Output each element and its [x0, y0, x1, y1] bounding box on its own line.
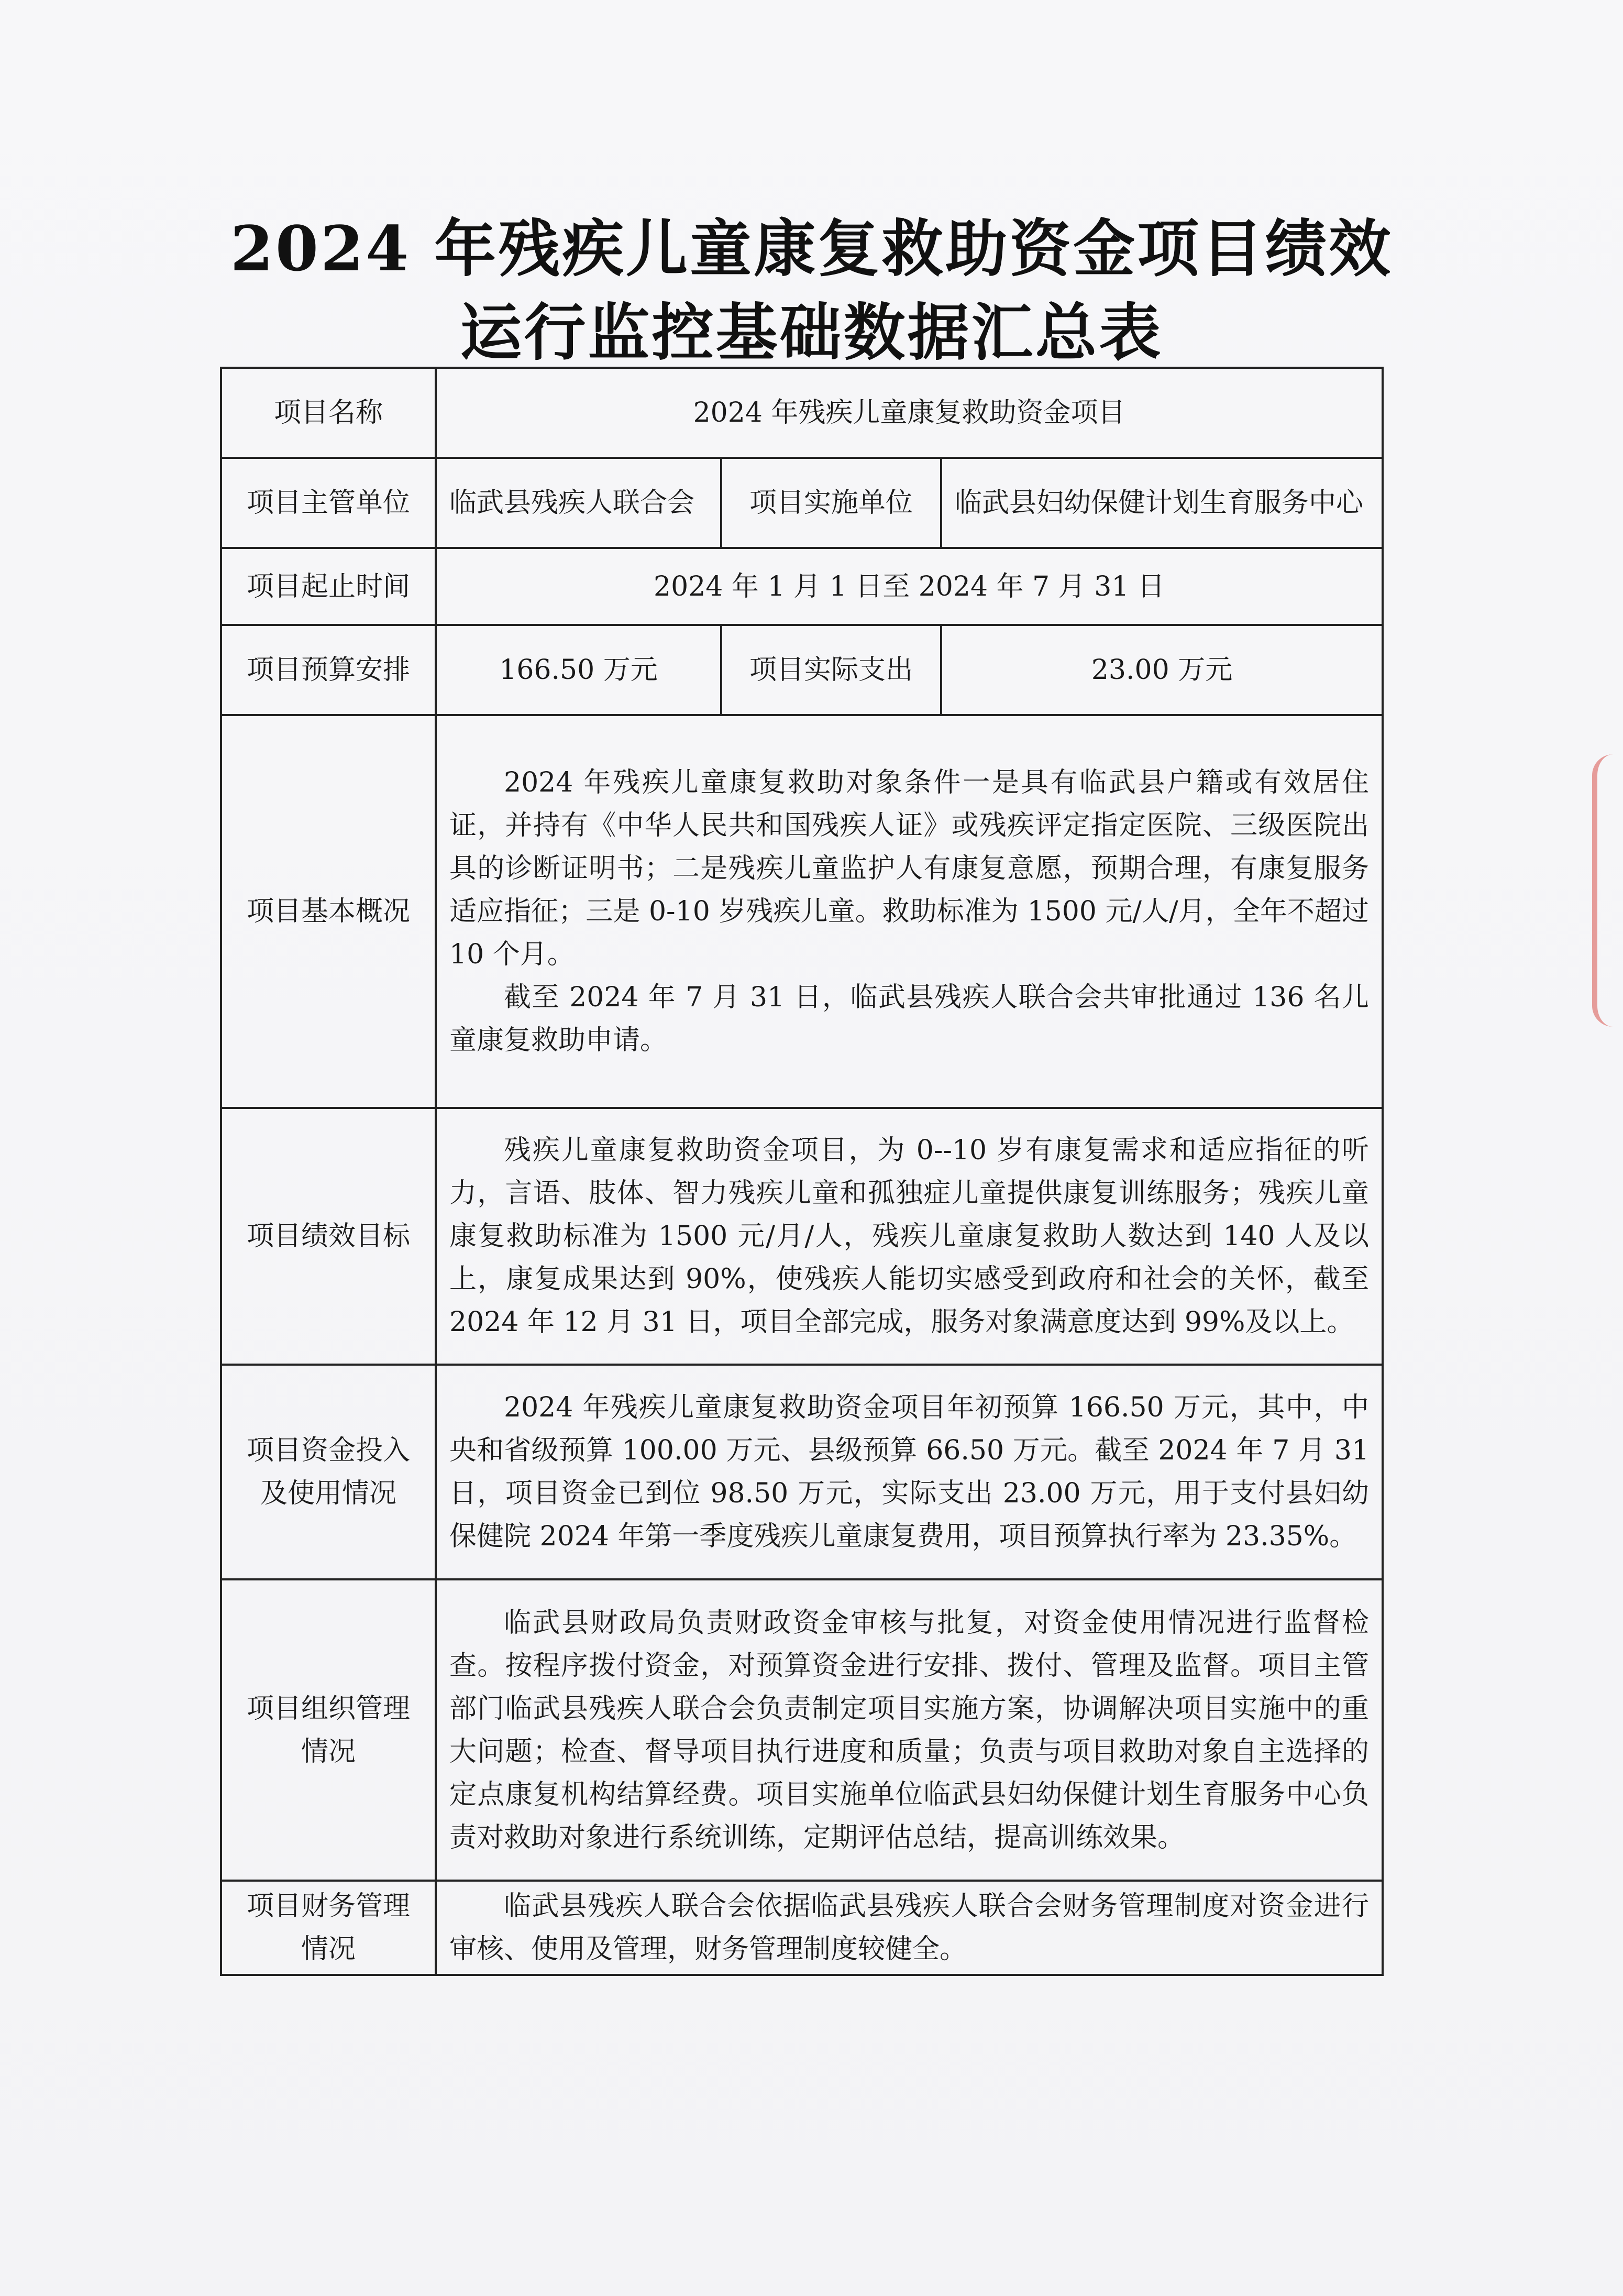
finance-label: 项目财务管理情况: [221, 1881, 436, 1975]
row-finance: [221, 1881, 1383, 1975]
funding-label: 项目资金投入及使用情况: [221, 1365, 436, 1579]
row-budget: [221, 625, 1383, 715]
supervisor-label: 项目主管单位: [221, 458, 436, 548]
document-title-line-2: 运行监控基础数据汇总表: [460, 296, 1163, 369]
finance-content: [436, 1881, 1383, 1975]
implementer-label: 项目实施单位: [721, 458, 941, 548]
goals-label: 项目绩效目标: [221, 1108, 436, 1365]
organization-paragraph: 临武县财政局负责财政资金审核与批复，对资金使用情况进行监督检查。按程序拨付资金，对预算资金进行安排、拨付、管理及监督。项目主管部门临武县残疾人联合会负责制定项目实施方案，协调解决项目实施中的重大问题；检查、督导项目执行进度和质量；负责与项目救助对象自主选择的定点康复机构结算经费。项目实施单位临武县妇幼保健计划生育服务中心负责对救助对象进行系统训练，定期评估总结，提高训练效果。: [449, 1607, 1370, 1853]
row-units: [221, 458, 1383, 548]
actual-spend-label: 项目实际支出: [721, 625, 941, 715]
supervisor-value: 临武县残疾人联合会: [436, 458, 721, 548]
goals-paragraph: 残疾儿童康复救助资金项目，为 0--10 岁有康复需求和适应指征的听力，言语、肢体、智力残疾儿童和孤独症儿童提供康复训练服务；残疾儿童康复救助标准为 1500 元/月/人，残疾儿童康复救助人数达到 140 人及以上，康复成果达到 90%，使残疾人能切实感受到政府和社会的关怀，截至 2024 年 12 月 31 日，项目全部完成，服务对象满意度达到 99%及以上。: [449, 1135, 1370, 1338]
period-label: 项目起止时间: [221, 548, 436, 625]
row-goals: [221, 1108, 1383, 1365]
organization-content: [436, 1579, 1383, 1881]
overview-label: 项目基本概况: [221, 715, 436, 1108]
seal-stamp-edge: [1592, 754, 1621, 1027]
overview-paragraph: 截至 2024 年 7 月 31 日，临武县残疾人联合会共审批通过 136 名儿童康复救助申请。: [449, 982, 1370, 1056]
project-name-label: 项目名称: [221, 368, 436, 458]
overview-paragraph: 2024 年残疾儿童康复救助对象条件一是具有临武县户籍或有效居住证，并持有《中华人民共和国残疾人证》或残疾评定指定医院、三级医院出具的诊断证明书；二是残疾儿童监护人有康复意愿，预期合理，有康复服务适应指征；三是 0-10 岁残疾儿童。救助标准为 1500 元/人/月，全年不超过 10 个月。: [449, 767, 1370, 970]
row-overview: [221, 715, 1383, 1108]
summary-table: [220, 367, 1384, 1976]
row-funding: [221, 1365, 1383, 1579]
budget-label: 项目预算安排: [221, 625, 436, 715]
row-period: [221, 548, 1383, 625]
project-name-value: 2024 年残疾儿童康复救助资金项目: [436, 368, 1383, 458]
row-project-name: [221, 368, 1383, 458]
organization-label: 项目组织管理情况: [221, 1579, 436, 1881]
funding-paragraph: 2024 年残疾儿童康复救助资金项目年初预算 166.50 万元，其中，中央和省级预算 100.00 万元、县级预算 66.50 万元。截至 2024 年 7 月 31 日，项目资金已到位 98.50 万元，实际支出 23.00 万元，用于支付县妇幼保健院 2024 年第一季度残疾儿童康复费用，项目预算执行率为 23.35%。: [449, 1392, 1370, 1552]
funding-content: [436, 1365, 1383, 1579]
period-value: 2024 年 1 月 1 日至 2024 年 7 月 31 日: [436, 548, 1383, 625]
actual-spend-value: 23.00 万元: [941, 625, 1383, 715]
document-title-line-1: 2024 年残疾儿童康复救助资金项目绩效: [230, 212, 1393, 285]
budget-value: 166.50 万元: [436, 625, 721, 715]
finance-paragraph: 临武县残疾人联合会依据临武县残疾人联合会财务管理制度对资金进行审核、使用及管理，财务管理制度较健全。: [449, 1891, 1370, 1965]
overview-content: [436, 715, 1383, 1108]
row-organization: [221, 1579, 1383, 1881]
implementer-value: 临武县妇幼保健计划生育服务中心: [941, 458, 1383, 548]
goals-content: [436, 1108, 1383, 1365]
